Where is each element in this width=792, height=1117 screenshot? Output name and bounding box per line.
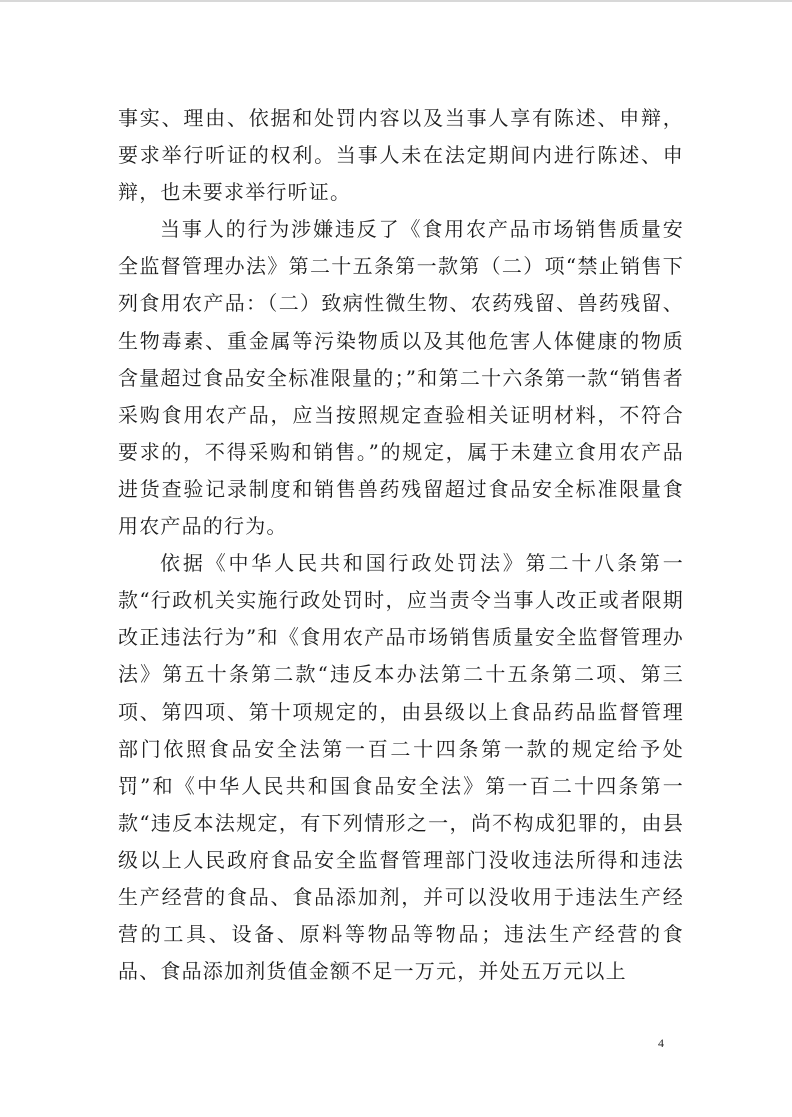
page-number: 4: [658, 1036, 664, 1050]
page-top-edge: [0, 0, 792, 2]
document-body: [118, 100, 684, 990]
paragraph-2: 当事人的行为涉嫌违反了《食用农产品市场销售质量安全监督管理办法》第二十五条第一款第（二）项“禁止销售下列食用农产品：（二）致病性微生物、农药残留、兽药残留、生物毒素、重金属等污染物质以及其他危害人体健康的物质含量超过食品安全标准限量的；”和第二十六条第一款“销售者采购食用农产品，应当按照规定查验相关证明材料，不符合要求的，不得采购和销售。”的规定，属于未建立食用农产品进货查验记录制度和销售兽药残留超过食品安全标准限量食用农产品的行为。: [118, 217, 684, 539]
paragraph-3: 依据《中华人民共和国行政处罚法》第二十八条第一款“行政机关实施行政处罚时，应当责令当事人改正或者限期改正违法行为”和《食用农产品市场销售质量安全监督管理办法》第五十条第二款“违反本办法第二十五条第二项、第三项、第四项、第十项规定的，由县级以上食品药品监督管理部门依照食品安全法第一百二十四条第一款的规定给予处罚”和《中华人民共和国食品安全法》第一百二十四条第一款“违反本法规定，有下列情形之一，尚不构成犯罪的，由县级以上人民政府食品安全监督管理部门没收违法所得和违法生产经营的食品、食品添加剂，并可以没收用于违法生产经营的工具、设备、原料等物品等物品；违法生产经营的食品、食品添加剂货值金额不足一万元，并处五万元以上: [118, 551, 684, 984]
paragraph-1: 事实、理由、依据和处罚内容以及当事人享有陈述、申辩，要求举行听证的权利。当事人未在法定期间内进行陈述、申辩，也未要求举行听证。: [118, 106, 684, 205]
